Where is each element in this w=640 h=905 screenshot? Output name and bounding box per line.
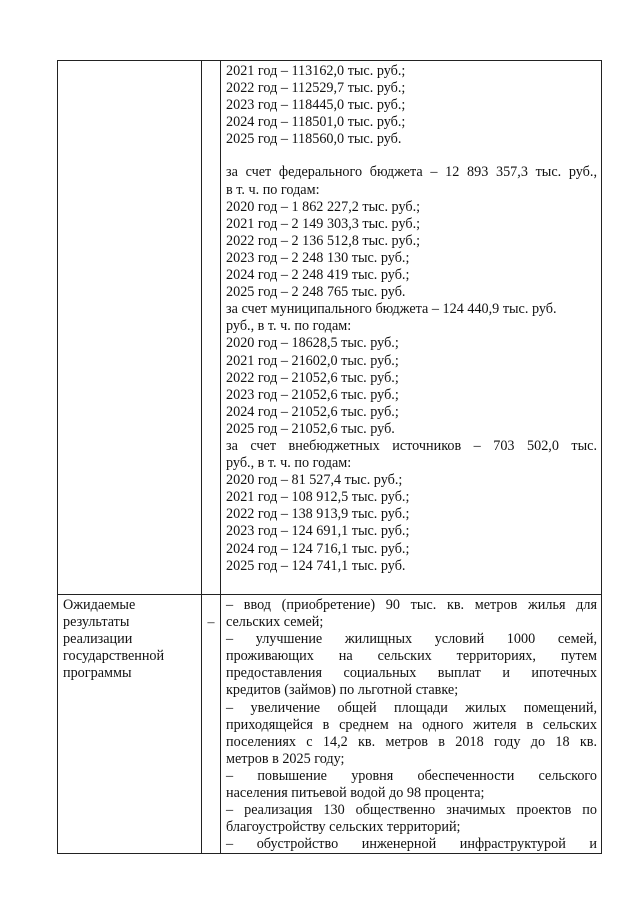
results-line: приходящейся в среднем на одного жителя в сельских	[226, 716, 597, 733]
funding-line: 2021 год – 113162,0 тыс. руб.;	[226, 63, 406, 79]
results-text-cell	[221, 595, 602, 854]
results-row	[58, 595, 602, 854]
funding-line: 2023 год – 21052,6 тыс. руб.;	[226, 386, 399, 403]
results-separator-cell	[202, 595, 221, 854]
results-line: предоставления социальных выплат и ипотечных	[226, 665, 597, 682]
results-label-line: Ожидаемые	[63, 597, 136, 613]
results-line: – увеличение общей площади жилых помещений,	[226, 699, 597, 716]
results-line: проживающих на сельских территориях, путем	[226, 648, 597, 665]
results-line: кредитов (займов) по льготной ставке;	[226, 682, 459, 699]
results-label-line: реализации	[63, 631, 133, 648]
results-line: – повышение уровня обеспеченности сельского	[226, 767, 597, 784]
funding-line: 2021 год – 2 149 303,3 тыс. руб.;	[226, 215, 421, 232]
results-text	[221, 595, 601, 853]
funding-line: 2025 год – 118560,0 тыс. руб.	[226, 131, 402, 148]
funding-line: руб., в т. ч. по годам:	[226, 318, 352, 335]
funding-line: 2023 год – 2 248 130 тыс. руб.;	[226, 249, 410, 266]
funding-text-cell	[221, 61, 602, 595]
funding-label-cell	[58, 61, 202, 595]
results-line: метров в 2025 году;	[226, 750, 345, 767]
funding-line: за счет внебюджетных источников – 703 502,0 тыс.	[226, 437, 597, 454]
results-label-cell	[58, 595, 202, 854]
results-line: сельских семей;	[226, 614, 324, 631]
funding-line: 2020 год – 1 862 227,2 тыс. руб.;	[226, 198, 421, 215]
funding-separator-cell	[202, 61, 221, 595]
funding-line: 2022 год – 2 136 512,8 тыс. руб.;	[226, 232, 421, 249]
funding-line: 2025 год – 2 248 765 тыс. руб.	[226, 284, 406, 301]
funding-line: руб., в т. ч. по годам:	[226, 455, 352, 472]
program-passport-table	[57, 60, 602, 854]
funding-text	[221, 61, 601, 575]
results-label-line: государственной	[63, 648, 165, 665]
funding-line: 2022 год – 138 913,9 тыс. руб.;	[226, 506, 410, 523]
results-line: – обустройство инженерной инфраструктурой и	[226, 836, 597, 853]
funding-line: 2024 год – 124 716,1 тыс. руб.;	[226, 540, 410, 557]
funding-line: 2021 год – 21602,0 тыс. руб.;	[226, 352, 399, 369]
separator-dash: –	[207, 615, 215, 630]
results-label-line: результаты	[63, 614, 130, 631]
funding-line: 2020 год – 81 527,4 тыс. руб.;	[226, 472, 403, 489]
funding-line: 2023 год – 124 691,1 тыс. руб.;	[226, 523, 410, 540]
funding-line: 2020 год – 18628,5 тыс. руб.;	[226, 335, 399, 352]
funding-row	[58, 61, 602, 595]
funding-line: за счет федерального бюджета – 12 893 357,3 тыс. руб.,	[226, 164, 597, 181]
funding-line: 2024 год – 21052,6 тыс. руб.;	[226, 403, 399, 420]
results-line: – улучшение жилищных условий 1000 семей,	[226, 631, 597, 648]
funding-line: 2023 год – 118445,0 тыс. руб.;	[226, 97, 406, 114]
funding-line: 2022 год – 21052,6 тыс. руб.;	[226, 369, 399, 386]
funding-line: 2025 год – 21052,6 тыс. руб.	[226, 420, 395, 437]
funding-line: 2024 год – 118501,0 тыс. руб.;	[226, 114, 406, 131]
funding-line: в т. ч. по годам:	[226, 181, 320, 198]
results-line: – ввод (приобретение) 90 тыс. кв. метров жилья для	[226, 597, 597, 613]
funding-line: 2021 год – 108 912,5 тыс. руб.;	[226, 489, 410, 506]
paragraph-gap	[226, 148, 597, 164]
results-line: населения питьевой водой до 98 процента;	[226, 785, 485, 802]
results-line: поселениях с 14,2 кв. метров в 2018 году до 18 кв.	[226, 733, 597, 750]
funding-line: 2025 год – 124 741,1 тыс. руб.	[226, 557, 406, 574]
results-label-line: программы	[63, 665, 132, 682]
funding-line: 2022 год – 112529,7 тыс. руб.;	[226, 80, 406, 97]
funding-line: за счет муниципального бюджета – 124 440,9 тыс. руб.	[226, 301, 557, 318]
results-line: благоустройству сельских территорий;	[226, 819, 461, 836]
results-line: – реализация 130 общественно значимых проектов по	[226, 802, 597, 819]
results-label	[58, 595, 201, 682]
funding-line: 2024 год – 2 248 419 тыс. руб.;	[226, 267, 410, 284]
